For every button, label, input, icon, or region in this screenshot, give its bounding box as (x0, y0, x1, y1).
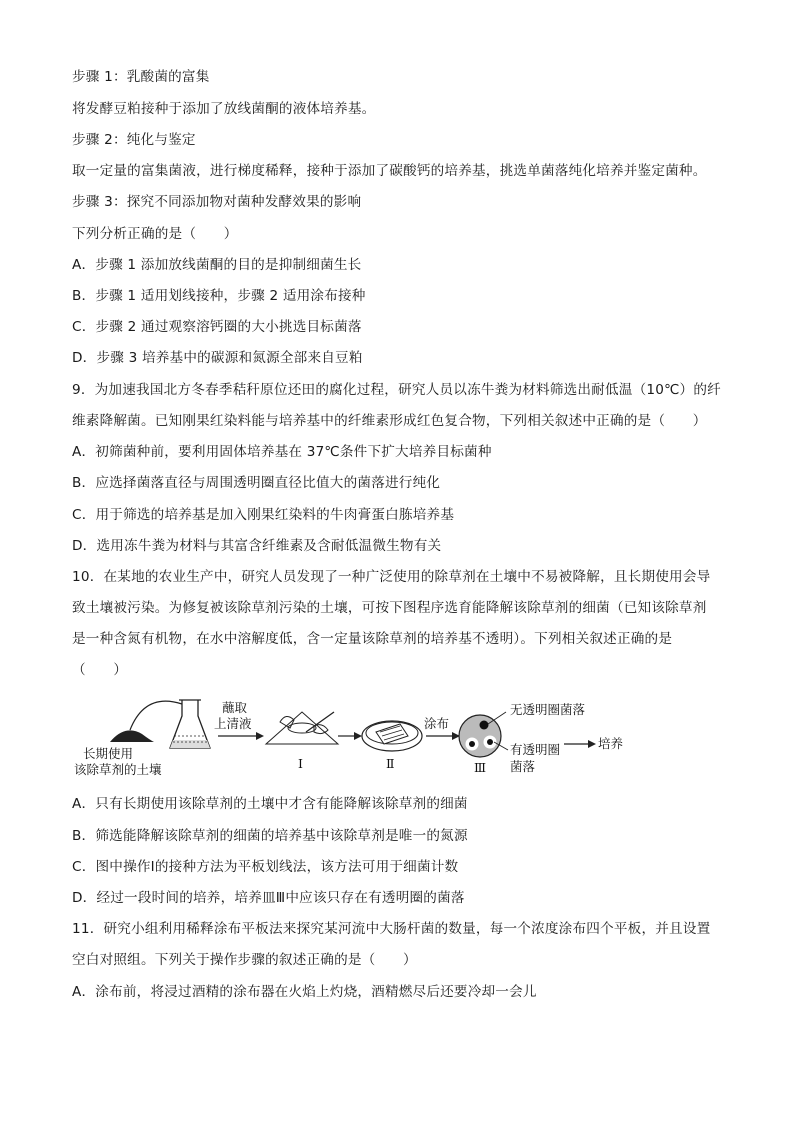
q10-option-d: D．经过一段时间的培养，培养皿Ⅲ中应该只存在有透明圈的菌落 (72, 890, 465, 906)
halo-colony-label-line2: 菌落 (510, 759, 536, 774)
streaking-hand-icon (266, 712, 338, 744)
q11-option-a: A．涂布前，将浸过酒精的涂布器在火焰上灼烧，酒精燃尽后还要冷却一会儿 (72, 984, 537, 1000)
culture-label: 培养 (598, 736, 624, 751)
q10-stem-line2: 致土壤被污染。为修复被该除草剂污染的土壤，可按下图程序选育能降解该除草剂的细菌（已知该除草剂 (72, 600, 707, 616)
culture-plate-icon (459, 715, 501, 757)
step1-text: 将发酵豆粕接种于添加了放线菌酮的液体培养基。 (72, 101, 376, 117)
q11-stem-line1: 11．研究小组利用稀释涂布平板法来探究某河流中大肠杆菌的数量，每一个浓度涂布四个平板，并且设置 (72, 921, 711, 937)
arrow-icon (256, 732, 264, 740)
q10-option-c: C．图中操作Ⅰ的接种方法为平板划线法，该方法可用于细菌计数 (72, 859, 459, 875)
q9-option-d: D．选用冻牛粪为材料与其富含纤维素及含耐低温微生物有关 (72, 538, 442, 554)
halo-colony-label-line1: 有透明圈 (510, 742, 561, 757)
soil-label-line1: 长期使用 (83, 746, 134, 761)
flask-icon (170, 700, 210, 748)
q10-option-b: B．筛选能降解该除草剂的细菌的培养基中该除草剂是唯一的氮源 (72, 828, 468, 844)
step-II-label: Ⅱ (386, 756, 395, 771)
q10-stem-line4: （ ） (72, 662, 128, 678)
step2-title: 步骤 2：纯化与鉴定 (72, 132, 196, 148)
q9-option-c: C．用于筛选的培养基是加入刚果红染料的牛肉膏蛋白胨培养基 (72, 507, 455, 523)
q8-option-b: B．步骤 1 适用划线接种，步骤 2 适用涂布接种 (72, 288, 366, 304)
q8-stem: 下列分析正确的是（ ） (72, 226, 238, 242)
dip-label-line1: 蘸取 (222, 700, 248, 715)
spread-label: 涂布 (424, 716, 450, 731)
step-I-label: Ⅰ (298, 756, 303, 771)
q8-option-a: A．步骤 1 添加放线菌酮的目的是抑制细菌生长 (72, 257, 362, 273)
step3-title: 步骤 3：探究不同添加物对菌种发酵效果的影响 (72, 194, 362, 210)
q9-stem-line2: 维素降解菌。已知刚果红染料能与培养基中的纤维素形成红色复合物，下列相关叙述中正确的是（ ） (72, 413, 707, 429)
step1-title: 步骤 1：乳酸菌的富集 (72, 69, 210, 85)
step-III-label: Ⅲ (474, 760, 487, 775)
arrow-icon (354, 732, 362, 740)
q11-stem-line2: 空白对照组。下列关于操作步骤的叙述正确的是（ ） (72, 952, 417, 968)
q8-option-d: D．步骤 3 培养基中的碳源和氮源全部来自豆粕 (72, 350, 363, 366)
screening-procedure-figure (70, 692, 660, 782)
soil-mound-icon (110, 730, 154, 742)
q9-option-a: A．初筛菌种前，要利用固体培养基在 37℃条件下扩大培养目标菌种 (72, 444, 492, 460)
q8-option-c: C．步骤 2 通过观察溶钙圈的大小挑选目标菌落 (72, 319, 362, 335)
q9-stem-line1: 9．为加速我国北方冬春季秸秆原位还田的腐化过程，研究人员以冻牛粪为材料筛选出耐低温（10℃）的纤 (72, 382, 721, 398)
q9-option-b: B．应选择菌落直径与周围透明圈直径比值大的菌落进行纯化 (72, 475, 441, 491)
q10-option-a: A．只有长期使用该除草剂的土壤中才含有能降解该除草剂的细菌 (72, 796, 468, 812)
soil-label-line2: 该除草剂的土壤 (74, 762, 162, 777)
q10-stem-line1: 10．在某地的农业生产中，研究人员发现了一种广泛使用的除草剂在土壤中不易被降解，且长期使用会导 (72, 569, 711, 585)
dip-label-line2: 上清液 (214, 716, 252, 731)
q10-stem-line3: 是一种含氮有机物，在水中溶解度低，含一定量该除草剂的培养基不透明）。下列相关叙述正确的是 (72, 631, 673, 647)
petri-dish-icon (362, 721, 422, 751)
transfer-curve-icon (130, 701, 182, 730)
arrow-icon (588, 740, 596, 748)
no-halo-colony-label: 无透明圈菌落 (510, 702, 586, 717)
step2-text: 取一定量的富集菌液，进行梯度稀释，接种于添加了碳酸钙的培养基，挑选单菌落纯化培养并鉴定菌种。 (72, 163, 707, 179)
